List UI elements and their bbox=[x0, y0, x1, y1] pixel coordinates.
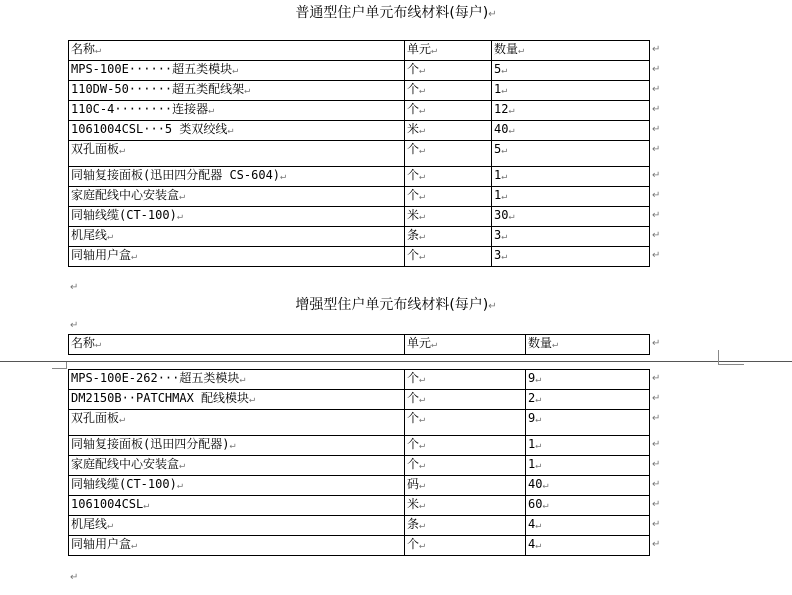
table-cell bbox=[69, 476, 405, 496]
section1-title-text: 普通型住户单元布线材料(每户) bbox=[295, 5, 489, 21]
cell-end-mark: ↵ bbox=[419, 191, 426, 202]
table-cell bbox=[69, 390, 405, 410]
cell-text: 个 bbox=[407, 537, 420, 551]
table-row bbox=[69, 496, 650, 516]
cell-text: 1061004CSL···5 类双绞线 bbox=[71, 122, 228, 136]
cell-text: 5 bbox=[494, 142, 502, 156]
cell-end-mark: ↵ bbox=[535, 520, 542, 531]
section2-title-text: 增强型住户单元布线材料(每户) bbox=[295, 297, 489, 313]
cell-text: 5 bbox=[494, 62, 502, 76]
cell-text: 9 bbox=[528, 371, 536, 385]
table-cell bbox=[405, 476, 526, 496]
cell-text: 同轴线缆(CT-100) bbox=[71, 208, 177, 222]
table-cell bbox=[69, 101, 405, 121]
table-cell bbox=[405, 207, 492, 227]
table-row bbox=[69, 167, 650, 187]
cell-end-mark: ↵ bbox=[419, 231, 426, 242]
cell-end-mark: ↵ bbox=[535, 414, 542, 425]
table-cell bbox=[69, 61, 405, 81]
table-cell bbox=[526, 536, 650, 556]
cell-end-mark: ↵ bbox=[95, 339, 102, 350]
row-end-mark: ↵ bbox=[652, 84, 661, 95]
row-end-mark: ↵ bbox=[652, 539, 661, 550]
cell-text: 1 bbox=[494, 188, 502, 202]
table-row bbox=[69, 516, 650, 536]
table-row bbox=[69, 476, 650, 496]
cell-text: 3 bbox=[494, 228, 502, 242]
enhanced-materials-table-header bbox=[68, 334, 650, 355]
cell-end-mark: ↵ bbox=[419, 520, 426, 531]
row-end-mark: ↵ bbox=[652, 190, 661, 201]
table-cell bbox=[492, 121, 650, 141]
cell-end-mark: ↵ bbox=[419, 85, 426, 96]
cell-text: 机尾线 bbox=[71, 228, 108, 242]
row-end-mark: ↵ bbox=[652, 104, 661, 115]
row-end-mark: ↵ bbox=[652, 250, 661, 261]
table-cell bbox=[405, 61, 492, 81]
cell-text: 双孔面板 bbox=[71, 142, 120, 156]
table-cell bbox=[405, 187, 492, 207]
cell-text: 同轴用户盒 bbox=[71, 537, 132, 551]
basic-materials-table bbox=[68, 40, 650, 267]
cell-end-mark: ↵ bbox=[419, 480, 426, 491]
cell-end-mark: ↵ bbox=[419, 540, 426, 551]
row-end-mark: ↵ bbox=[652, 439, 661, 450]
table-cell bbox=[405, 121, 492, 141]
table-cell bbox=[492, 101, 650, 121]
cell-end-mark: ↵ bbox=[501, 171, 508, 182]
table-row bbox=[69, 536, 650, 556]
cell-end-mark: ↵ bbox=[419, 145, 426, 156]
cell-end-mark: ↵ bbox=[419, 500, 426, 511]
table-cell bbox=[69, 187, 405, 207]
table-cell bbox=[405, 496, 526, 516]
cell-text: 个 bbox=[407, 188, 420, 202]
cell-text: 数量 bbox=[494, 42, 519, 56]
table-cell bbox=[69, 516, 405, 536]
cell-end-mark: ↵ bbox=[508, 211, 515, 222]
table-cell bbox=[69, 207, 405, 227]
cell-text: 同轴复接面板(迅田四分配器 CS-604) bbox=[71, 168, 281, 182]
cell-text: 个 bbox=[407, 457, 420, 471]
cell-end-mark: ↵ bbox=[232, 65, 239, 76]
table-cell bbox=[526, 496, 650, 516]
cell-end-mark: ↵ bbox=[419, 374, 426, 385]
table-cell bbox=[405, 41, 492, 61]
table-cell bbox=[69, 496, 405, 516]
cell-text: 机尾线 bbox=[71, 517, 108, 531]
cell-end-mark: ↵ bbox=[419, 65, 426, 76]
row-end-mark: ↵ bbox=[652, 144, 661, 155]
table-row bbox=[69, 41, 650, 61]
cell-end-mark: ↵ bbox=[419, 414, 426, 425]
cell-text: 同轴用户盒 bbox=[71, 248, 132, 262]
cell-end-mark: ↵ bbox=[208, 105, 215, 116]
cell-end-mark: ↵ bbox=[419, 171, 426, 182]
cell-end-mark: ↵ bbox=[143, 500, 150, 511]
cell-end-mark: ↵ bbox=[419, 125, 426, 136]
table-cell bbox=[69, 227, 405, 247]
table-cell bbox=[492, 141, 650, 167]
cell-end-mark: ↵ bbox=[419, 251, 426, 262]
cell-text: 米 bbox=[407, 122, 420, 136]
cell-end-mark: ↵ bbox=[419, 211, 426, 222]
table-cell bbox=[405, 167, 492, 187]
cell-text: 12 bbox=[494, 102, 509, 116]
table-row bbox=[69, 207, 650, 227]
cell-text: 单元 bbox=[407, 336, 432, 350]
table-cell bbox=[69, 410, 405, 436]
cell-text: 名称 bbox=[71, 42, 96, 56]
cell-text: 40 bbox=[494, 122, 509, 136]
cell-end-mark: ↵ bbox=[431, 45, 438, 56]
table-cell bbox=[405, 516, 526, 536]
table-row bbox=[69, 81, 650, 101]
table-cell bbox=[405, 81, 492, 101]
table-cell bbox=[405, 536, 526, 556]
table-cell bbox=[69, 335, 405, 355]
cell-text: MPS-100E······超五类模块 bbox=[71, 62, 233, 76]
cell-end-mark: ↵ bbox=[119, 414, 126, 425]
page-corner-mark bbox=[718, 350, 719, 364]
row-end-mark: ↵ bbox=[652, 499, 661, 510]
table-cell bbox=[69, 121, 405, 141]
cell-text: 个 bbox=[407, 62, 420, 76]
cell-text: 家庭配线中心安装盒 bbox=[71, 188, 180, 202]
cell-end-mark: ↵ bbox=[501, 145, 508, 156]
table-cell bbox=[526, 516, 650, 536]
table-cell bbox=[405, 436, 526, 456]
cell-text: 个 bbox=[407, 371, 420, 385]
cell-text: 个 bbox=[407, 82, 420, 96]
table-cell bbox=[405, 101, 492, 121]
table-row bbox=[69, 370, 650, 390]
row-end-mark: ↵ bbox=[652, 170, 661, 181]
cell-text: 110C-4········连接器 bbox=[71, 102, 209, 116]
enhanced-materials-table bbox=[68, 369, 650, 556]
cell-text: 4 bbox=[528, 517, 536, 531]
table-cell bbox=[69, 436, 405, 456]
table-cell bbox=[405, 370, 526, 390]
cell-text: MPS-100E-262···超五类模块 bbox=[71, 371, 240, 385]
cell-end-mark: ↵ bbox=[107, 231, 114, 242]
table-cell bbox=[69, 141, 405, 167]
cell-text: 单元 bbox=[407, 42, 432, 56]
cell-end-mark: ↵ bbox=[518, 45, 525, 56]
table-row bbox=[69, 390, 650, 410]
cell-end-mark: ↵ bbox=[431, 339, 438, 350]
table-cell bbox=[492, 187, 650, 207]
cell-text: 个 bbox=[407, 102, 420, 116]
cell-text: 双孔面板 bbox=[71, 411, 120, 425]
table-cell bbox=[69, 456, 405, 476]
table-row bbox=[69, 141, 650, 167]
cell-text: 3 bbox=[494, 248, 502, 262]
cell-end-mark: ↵ bbox=[176, 211, 183, 222]
table-cell bbox=[405, 456, 526, 476]
cell-end-mark: ↵ bbox=[535, 394, 542, 405]
cell-end-mark: ↵ bbox=[179, 460, 186, 471]
cell-end-mark: ↵ bbox=[501, 85, 508, 96]
table-row bbox=[69, 335, 650, 355]
cell-end-mark: ↵ bbox=[508, 105, 515, 116]
table-row bbox=[69, 61, 650, 81]
table-cell bbox=[69, 536, 405, 556]
cell-end-mark: ↵ bbox=[542, 480, 549, 491]
page-corner-mark bbox=[52, 362, 67, 369]
row-end-mark: ↵ bbox=[652, 210, 661, 221]
cell-text: 同轴线缆(CT-100) bbox=[71, 477, 177, 491]
cell-text: 条 bbox=[407, 517, 420, 531]
table-cell bbox=[526, 335, 650, 355]
cell-end-mark: ↵ bbox=[419, 440, 426, 451]
table-cell bbox=[492, 167, 650, 187]
paragraph-mark: ↵ bbox=[70, 282, 79, 293]
cell-text: 名称 bbox=[71, 336, 96, 350]
table-cell bbox=[492, 247, 650, 267]
table-cell bbox=[405, 335, 526, 355]
cell-text: 个 bbox=[407, 411, 420, 425]
table-cell bbox=[526, 456, 650, 476]
table-row bbox=[69, 436, 650, 456]
cell-text: 4 bbox=[528, 537, 536, 551]
cell-text: 1061004CSL bbox=[71, 497, 144, 511]
table-cell bbox=[405, 410, 526, 436]
paragraph-mark: ↵ bbox=[488, 301, 497, 312]
cell-text: 2 bbox=[528, 391, 536, 405]
cell-end-mark: ↵ bbox=[508, 125, 515, 136]
cell-text: 30 bbox=[494, 208, 509, 222]
cell-text: 个 bbox=[407, 437, 420, 451]
cell-end-mark: ↵ bbox=[535, 440, 542, 451]
row-end-mark: ↵ bbox=[652, 230, 661, 241]
cell-text: 个 bbox=[407, 248, 420, 262]
cell-text: 110DW-50······超五类配线架 bbox=[71, 82, 245, 96]
cell-text: 1 bbox=[528, 457, 536, 471]
cell-end-mark: ↵ bbox=[131, 540, 138, 551]
row-end-mark: ↵ bbox=[652, 479, 661, 490]
table-cell bbox=[69, 81, 405, 101]
row-end-mark: ↵ bbox=[652, 393, 661, 404]
cell-text: 个 bbox=[407, 391, 420, 405]
cell-end-mark: ↵ bbox=[542, 500, 549, 511]
cell-end-mark: ↵ bbox=[249, 394, 256, 405]
table-cell bbox=[69, 167, 405, 187]
cell-text: 1 bbox=[528, 437, 536, 451]
cell-end-mark: ↵ bbox=[501, 251, 508, 262]
cell-text: 条 bbox=[407, 228, 420, 242]
row-end-mark: ↵ bbox=[652, 338, 661, 349]
cell-text: 1 bbox=[494, 82, 502, 96]
cell-text: 1 bbox=[494, 168, 502, 182]
cell-text: 60 bbox=[528, 497, 543, 511]
cell-text: 个 bbox=[407, 142, 420, 156]
table-cell bbox=[69, 247, 405, 267]
table-row bbox=[69, 247, 650, 267]
row-end-mark: ↵ bbox=[652, 64, 661, 75]
cell-text: 个 bbox=[407, 168, 420, 182]
row-end-mark: ↵ bbox=[652, 44, 661, 55]
cell-end-mark: ↵ bbox=[535, 540, 542, 551]
cell-end-mark: ↵ bbox=[179, 191, 186, 202]
cell-text: 码 bbox=[407, 477, 420, 491]
cell-end-mark: ↵ bbox=[107, 520, 114, 531]
cell-end-mark: ↵ bbox=[501, 65, 508, 76]
row-end-mark: ↵ bbox=[652, 413, 661, 424]
cell-text: 米 bbox=[407, 208, 420, 222]
row-end-mark: ↵ bbox=[652, 373, 661, 384]
table-cell bbox=[492, 61, 650, 81]
cell-end-mark: ↵ bbox=[535, 460, 542, 471]
cell-end-mark: ↵ bbox=[280, 171, 287, 182]
table-cell bbox=[69, 370, 405, 390]
table-cell bbox=[526, 370, 650, 390]
table-cell bbox=[492, 41, 650, 61]
table-cell bbox=[492, 227, 650, 247]
cell-end-mark: ↵ bbox=[131, 251, 138, 262]
paragraph-mark: ↵ bbox=[488, 9, 497, 20]
table-cell bbox=[405, 390, 526, 410]
cell-end-mark: ↵ bbox=[244, 85, 251, 96]
cell-text: 40 bbox=[528, 477, 543, 491]
cell-end-mark: ↵ bbox=[535, 374, 542, 385]
section1-title bbox=[0, 4, 792, 24]
cell-text: 米 bbox=[407, 497, 420, 511]
cell-end-mark: ↵ bbox=[501, 231, 508, 242]
cell-end-mark: ↵ bbox=[501, 191, 508, 202]
row-end-mark: ↵ bbox=[652, 459, 661, 470]
cell-end-mark: ↵ bbox=[227, 125, 234, 136]
page-corner-mark bbox=[718, 364, 744, 368]
cell-end-mark: ↵ bbox=[419, 460, 426, 471]
cell-text: 数量 bbox=[528, 336, 553, 350]
table-cell bbox=[405, 141, 492, 167]
cell-text: 家庭配线中心安装盒 bbox=[71, 457, 180, 471]
table-cell bbox=[526, 476, 650, 496]
cell-end-mark: ↵ bbox=[176, 480, 183, 491]
cell-end-mark: ↵ bbox=[552, 339, 559, 350]
table-cell bbox=[405, 247, 492, 267]
cell-end-mark: ↵ bbox=[239, 374, 246, 385]
cell-end-mark: ↵ bbox=[419, 394, 426, 405]
table-row bbox=[69, 456, 650, 476]
table-row bbox=[69, 410, 650, 436]
row-end-mark: ↵ bbox=[652, 519, 661, 530]
table-cell bbox=[405, 227, 492, 247]
paragraph-mark: ↵ bbox=[70, 320, 79, 331]
section2-title bbox=[0, 296, 792, 316]
cell-end-mark: ↵ bbox=[119, 145, 126, 156]
table-cell bbox=[526, 436, 650, 456]
table-cell bbox=[492, 207, 650, 227]
table-row bbox=[69, 121, 650, 141]
table-row bbox=[69, 187, 650, 207]
cell-text: 9 bbox=[528, 411, 536, 425]
row-end-mark: ↵ bbox=[652, 124, 661, 135]
table-cell bbox=[69, 41, 405, 61]
page-break-line bbox=[0, 361, 792, 362]
table-row bbox=[69, 101, 650, 121]
cell-end-mark: ↵ bbox=[229, 440, 236, 451]
table-cell bbox=[492, 81, 650, 101]
cell-text: 同轴复接面板(迅田四分配器) bbox=[71, 437, 230, 451]
cell-end-mark: ↵ bbox=[95, 45, 102, 56]
cell-end-mark: ↵ bbox=[419, 105, 426, 116]
paragraph-mark: ↵ bbox=[70, 572, 79, 583]
table-cell bbox=[526, 390, 650, 410]
cell-text: DM2150B··PATCHMAX 配线模块 bbox=[71, 391, 250, 405]
table-cell bbox=[526, 410, 650, 436]
table-row bbox=[69, 227, 650, 247]
